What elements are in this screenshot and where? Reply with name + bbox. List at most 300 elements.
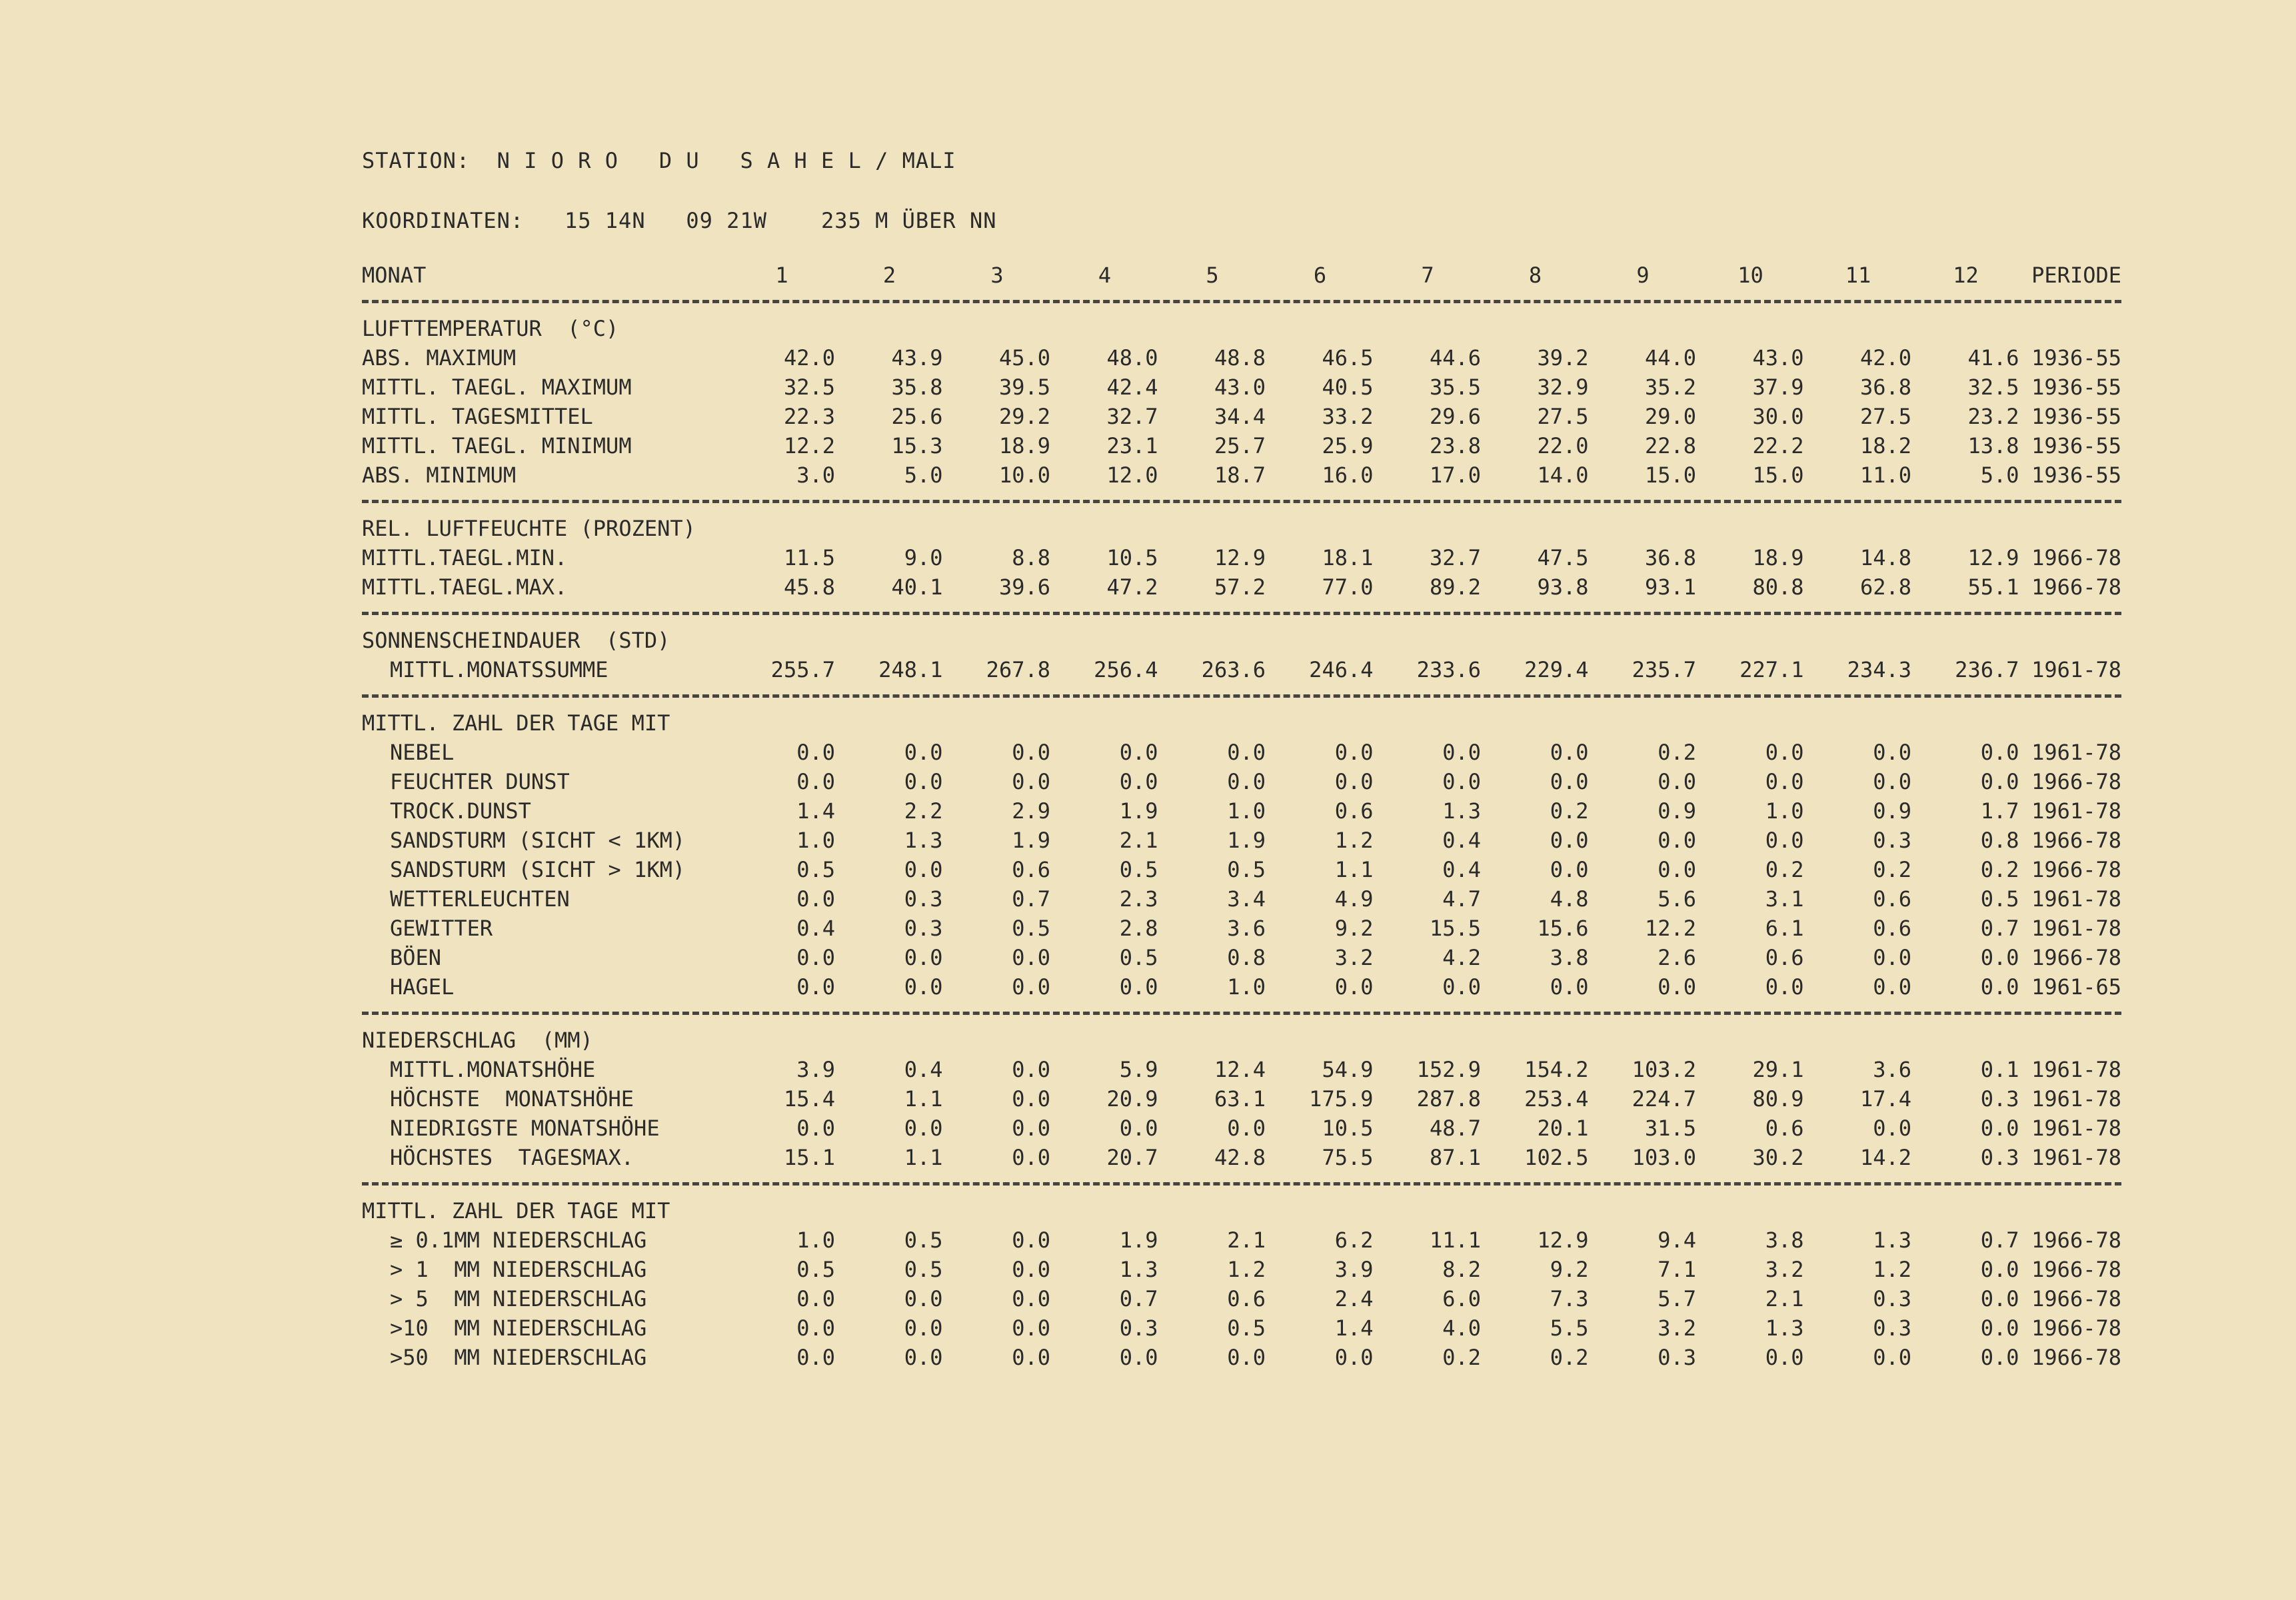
month-header: 7	[1421, 263, 1434, 288]
table-row	[362, 1142, 2121, 1172]
value-cell: 0.0	[1550, 740, 1589, 765]
header-label: MONAT	[362, 263, 427, 288]
value-cell: 1.3	[1873, 1227, 1911, 1253]
value-cell: 42.8	[1214, 1145, 1266, 1170]
value-cell: 22.0	[1537, 433, 1589, 458]
value-cell: 246.4	[1309, 657, 1374, 682]
row-label: FEUCHTER DUNST	[390, 769, 570, 794]
value-cell: 20.7	[1106, 1145, 1158, 1170]
value-cell: 15.0	[1644, 462, 1696, 488]
value-cell: 0.0	[1658, 828, 1696, 853]
period-cell: 1966-78	[2031, 1345, 2121, 1370]
value-cell: 40.5	[1322, 375, 1374, 400]
period-cell: 1966-78	[2031, 1315, 2121, 1341]
value-cell: 43.0	[1214, 375, 1266, 400]
value-cell: 0.5	[1012, 916, 1050, 941]
value-cell: 0.0	[1012, 769, 1050, 794]
value-cell: 32.7	[1429, 545, 1481, 570]
table-header-row	[362, 260, 2121, 289]
value-cell: 9.4	[1658, 1227, 1696, 1253]
value-cell: 12.2	[1644, 916, 1696, 941]
table-row	[362, 942, 2121, 972]
period-cell: 1961-78	[2031, 1145, 2121, 1170]
row-label: ≥ 0.1MM NIEDERSCHLAG	[390, 1227, 647, 1253]
value-cell: 89.2	[1429, 574, 1481, 600]
period-cell: 1936-55	[2031, 345, 2121, 371]
value-cell: 0.3	[1873, 828, 1911, 853]
row-label: MITTL.MONATSSUMME	[390, 657, 608, 682]
value-cell: 0.0	[904, 857, 943, 882]
value-cell: 22.8	[1644, 433, 1696, 458]
period-cell: 1961-78	[2031, 916, 2121, 941]
value-cell: 18.2	[1859, 433, 1911, 458]
value-cell: 0.0	[1980, 1116, 2019, 1141]
value-cell: 1.3	[904, 828, 943, 853]
value-cell: 0.6	[1873, 916, 1911, 941]
value-cell: 256.4	[1094, 657, 1158, 682]
value-cell: 1.9	[1119, 1227, 1158, 1253]
value-cell: 63.1	[1214, 1086, 1266, 1112]
month-header: 10	[1737, 263, 1763, 288]
value-cell: 154.2	[1524, 1057, 1589, 1082]
value-cell: 75.5	[1322, 1145, 1374, 1170]
value-cell: 15.0	[1752, 462, 1804, 488]
row-label: MITTL.TAEGL.MIN.	[362, 545, 568, 570]
value-cell: 11.5	[783, 545, 835, 570]
value-cell: 25.6	[891, 404, 943, 429]
value-cell: 2.1	[1119, 828, 1158, 853]
value-cell: 0.0	[904, 945, 943, 970]
value-cell: 1.9	[1012, 828, 1050, 853]
value-cell: 0.0	[1550, 828, 1589, 853]
value-cell: 0.3	[1873, 1286, 1911, 1311]
value-cell: 248.1	[878, 657, 943, 682]
value-cell: 3.4	[1227, 886, 1266, 912]
value-cell: 0.0	[1765, 740, 1804, 765]
value-cell: 0.0	[1012, 1057, 1050, 1082]
value-cell: 0.7	[1012, 886, 1050, 912]
row-label: MITTL. TAEGL. MINIMUM	[362, 433, 632, 458]
value-cell: 0.5	[796, 857, 835, 882]
value-cell: 35.2	[1644, 375, 1696, 400]
value-cell: 9.2	[1334, 916, 1374, 941]
value-cell: 15.4	[783, 1086, 835, 1112]
value-cell: 0.8	[1980, 828, 2019, 853]
value-cell: 3.9	[796, 1057, 835, 1082]
value-cell: 43.0	[1752, 345, 1804, 371]
value-cell: 39.5	[998, 375, 1050, 400]
value-cell: 0.0	[1658, 769, 1696, 794]
table-row	[362, 542, 2121, 572]
value-cell: 2.6	[1658, 945, 1696, 970]
value-cell: 0.0	[904, 1345, 943, 1370]
value-cell: 7.1	[1658, 1257, 1696, 1282]
value-cell: 2.3	[1119, 886, 1158, 912]
value-cell: 45.8	[783, 574, 835, 600]
value-cell: 0.2	[1442, 1345, 1481, 1370]
section-title	[362, 1196, 2121, 1225]
value-cell: 1.9	[1119, 798, 1158, 824]
value-cell: 0.5	[1227, 857, 1266, 882]
value-cell: 0.5	[904, 1227, 943, 1253]
row-label: BÖEN	[390, 945, 442, 970]
value-cell: 236.7	[1955, 657, 2019, 682]
value-cell: 152.9	[1416, 1057, 1481, 1082]
value-cell: 54.9	[1322, 1057, 1374, 1082]
value-cell: 20.9	[1106, 1086, 1158, 1112]
value-cell: 175.9	[1309, 1086, 1374, 1112]
row-label: >50 MM NIEDERSCHLAG	[390, 1345, 647, 1370]
value-cell: 0.3	[1980, 1145, 2019, 1170]
value-cell: 77.0	[1322, 574, 1374, 600]
row-label: MITTL.TAEGL.MAX.	[362, 574, 568, 600]
value-cell: 255.7	[770, 657, 835, 682]
value-cell: 0.0	[1980, 769, 2019, 794]
value-cell: 0.1	[1980, 1057, 2019, 1082]
value-cell: 93.8	[1537, 574, 1589, 600]
value-cell: 2.1	[1765, 1286, 1804, 1311]
value-cell: 1.3	[1765, 1315, 1804, 1341]
value-cell: 15.5	[1429, 916, 1481, 941]
value-cell: 3.9	[1334, 1257, 1374, 1282]
period-cell: 1936-55	[2031, 462, 2121, 488]
value-cell: 36.8	[1859, 375, 1911, 400]
value-cell: 1.4	[1334, 1315, 1374, 1341]
value-cell: 33.2	[1322, 404, 1374, 429]
value-cell: 11.0	[1859, 462, 1911, 488]
value-cell: 0.5	[1227, 1315, 1266, 1341]
value-cell: 4.2	[1442, 945, 1481, 970]
climate-table	[362, 260, 2121, 1371]
value-cell: 0.5	[1119, 857, 1158, 882]
value-cell: 40.1	[891, 574, 943, 600]
value-cell: 11.1	[1429, 1227, 1481, 1253]
value-cell: 23.2	[1967, 404, 2019, 429]
value-cell: 0.3	[1658, 1345, 1696, 1370]
dashed-divider	[362, 1172, 2121, 1196]
value-cell: 0.0	[796, 1315, 835, 1341]
value-cell: 0.0	[1012, 1345, 1050, 1370]
value-cell: 0.6	[1873, 886, 1911, 912]
row-label: NIEDRIGSTE MONATSHÖHE	[390, 1116, 660, 1141]
value-cell: 1.9	[1227, 828, 1266, 853]
value-cell: 0.6	[1227, 1286, 1266, 1311]
value-cell: 25.9	[1322, 433, 1374, 458]
value-cell: 93.1	[1644, 574, 1696, 600]
value-cell: 0.0	[1550, 857, 1589, 882]
table-row	[362, 1313, 2121, 1342]
value-cell: 6.2	[1334, 1227, 1374, 1253]
period-cell: 1966-78	[2031, 1227, 2121, 1253]
value-cell: 1.0	[796, 828, 835, 853]
period-cell: 1961-78	[2031, 740, 2121, 765]
month-header: 2	[882, 263, 896, 288]
value-cell: 13.8	[1967, 433, 2019, 458]
value-cell: 0.0	[904, 974, 943, 1000]
section-title	[362, 1025, 2121, 1054]
value-cell: 0.9	[1658, 798, 1696, 824]
period-cell: 1936-55	[2031, 404, 2121, 429]
value-cell: 32.5	[1967, 375, 2019, 400]
value-cell: 1.1	[904, 1145, 943, 1170]
value-cell: 0.2	[1765, 857, 1804, 882]
value-cell: 1.0	[1765, 798, 1804, 824]
row-label: >10 MM NIEDERSCHLAG	[390, 1315, 647, 1341]
value-cell: 5.7	[1658, 1286, 1696, 1311]
value-cell: 34.4	[1214, 404, 1266, 429]
value-cell: 0.0	[1550, 974, 1589, 1000]
value-cell: 0.0	[1334, 769, 1374, 794]
value-cell: 0.0	[1119, 769, 1158, 794]
value-cell: 16.0	[1322, 462, 1374, 488]
value-cell: 12.0	[1106, 462, 1158, 488]
value-cell: 0.0	[1012, 740, 1050, 765]
value-cell: 1.0	[796, 1227, 835, 1253]
period-cell: 1966-78	[2031, 545, 2121, 570]
row-label: MITTL. TAEGL. MAXIMUM	[362, 375, 632, 400]
row-label: NEBEL	[390, 740, 455, 765]
value-cell: 0.0	[1227, 1116, 1266, 1141]
row-label: GEWITTER	[390, 916, 493, 941]
value-cell: 23.8	[1429, 433, 1481, 458]
value-cell: 12.2	[783, 433, 835, 458]
value-cell: 234.3	[1847, 657, 1911, 682]
value-cell: 0.0	[1765, 1345, 1804, 1370]
value-cell: 8.8	[1012, 545, 1050, 570]
value-cell: 5.9	[1119, 1057, 1158, 1082]
section-title-text: LUFTTEMPERATUR (°C)	[362, 316, 619, 341]
value-cell: 1.1	[1334, 857, 1374, 882]
value-cell: 0.0	[1227, 740, 1266, 765]
value-cell: 0.9	[1873, 798, 1911, 824]
value-cell: 0.0	[904, 1116, 943, 1141]
value-cell: 0.0	[904, 1286, 943, 1311]
value-cell: 3.1	[1765, 886, 1804, 912]
value-cell: 14.2	[1859, 1145, 1911, 1170]
period-cell: 1961-78	[2031, 798, 2121, 824]
value-cell: 0.8	[1227, 945, 1266, 970]
value-cell: 10.0	[998, 462, 1050, 488]
value-cell: 3.0	[796, 462, 835, 488]
dashed-divider	[362, 1001, 2121, 1025]
value-cell: 17.0	[1429, 462, 1481, 488]
value-cell: 15.6	[1537, 916, 1589, 941]
period-cell: 1961-78	[2031, 1086, 2121, 1112]
period-cell: 1966-78	[2031, 1257, 2121, 1282]
value-cell: 30.0	[1752, 404, 1804, 429]
value-cell: 0.7	[1119, 1286, 1158, 1311]
value-cell: 29.6	[1429, 404, 1481, 429]
row-label: MITTL.MONATSHÖHE	[390, 1057, 596, 1082]
value-cell: 1.2	[1227, 1257, 1266, 1282]
value-cell: 102.5	[1524, 1145, 1589, 1170]
value-cell: 3.6	[1227, 916, 1266, 941]
value-cell: 0.0	[1980, 740, 2019, 765]
value-cell: 4.0	[1442, 1315, 1481, 1341]
value-cell: 0.3	[904, 916, 943, 941]
value-cell: 0.4	[904, 1057, 943, 1082]
table-row	[362, 913, 2121, 942]
value-cell: 3.6	[1873, 1057, 1911, 1082]
month-header: 11	[1845, 263, 1871, 288]
value-cell: 36.8	[1644, 545, 1696, 570]
month-header: 5	[1206, 263, 1219, 288]
table-row	[362, 825, 2121, 854]
value-cell: 12.9	[1214, 545, 1266, 570]
value-cell: 15.3	[891, 433, 943, 458]
value-cell: 0.0	[1012, 1116, 1050, 1141]
value-cell: 0.0	[1227, 769, 1266, 794]
value-cell: 2.1	[1227, 1227, 1266, 1253]
value-cell: 14.0	[1537, 462, 1589, 488]
period-cell: 1961-65	[2031, 974, 2121, 1000]
period-cell: 1961-78	[2031, 1116, 2121, 1141]
value-cell: 4.9	[1334, 886, 1374, 912]
value-cell: 27.5	[1859, 404, 1911, 429]
month-header: 9	[1636, 263, 1650, 288]
value-cell: 0.0	[1873, 740, 1911, 765]
table-row	[362, 884, 2121, 913]
value-cell: 2.4	[1334, 1286, 1374, 1311]
value-cell: 18.1	[1322, 545, 1374, 570]
value-cell: 0.0	[904, 769, 943, 794]
value-cell: 15.1	[783, 1145, 835, 1170]
value-cell: 5.5	[1550, 1315, 1589, 1341]
value-cell: 42.0	[1859, 345, 1911, 371]
value-cell: 0.0	[1980, 945, 2019, 970]
table-row	[362, 343, 2121, 372]
value-cell: 32.9	[1537, 375, 1589, 400]
value-cell: 0.0	[1980, 1257, 2019, 1282]
value-cell: 287.8	[1416, 1086, 1481, 1112]
month-header: 3	[990, 263, 1004, 288]
section-title-text: NIEDERSCHLAG (MM)	[362, 1028, 593, 1053]
value-cell: 0.0	[796, 1345, 835, 1370]
value-cell: 42.4	[1106, 375, 1158, 400]
value-cell: 0.0	[1334, 1345, 1374, 1370]
value-cell: 0.0	[1334, 740, 1374, 765]
value-cell: 5.0	[904, 462, 943, 488]
value-cell: 0.0	[1550, 769, 1589, 794]
value-cell: 12.4	[1214, 1057, 1266, 1082]
value-cell: 0.5	[904, 1257, 943, 1282]
value-cell: 0.2	[1658, 740, 1696, 765]
value-cell: 0.0	[1012, 974, 1050, 1000]
row-label: HAGEL	[390, 974, 455, 1000]
row-label: SANDSTURM (SICHT > 1KM)	[390, 857, 686, 882]
value-cell: 62.8	[1859, 574, 1911, 600]
value-cell: 0.7	[1980, 916, 2019, 941]
table-row	[362, 372, 2121, 401]
value-cell: 47.5	[1537, 545, 1589, 570]
value-cell: 1.2	[1334, 828, 1374, 853]
row-label: TROCK.DUNST	[390, 798, 531, 824]
period-cell: 1966-78	[2031, 574, 2121, 600]
dashed-divider	[362, 601, 2121, 625]
value-cell: 0.6	[1765, 1116, 1804, 1141]
value-cell: 0.2	[1873, 857, 1911, 882]
value-cell: 229.4	[1524, 657, 1589, 682]
value-cell: 1.1	[904, 1086, 943, 1112]
value-cell: 55.1	[1967, 574, 2019, 600]
table-row	[362, 1113, 2121, 1142]
value-cell: 45.0	[998, 345, 1050, 371]
value-cell: 1.3	[1119, 1257, 1158, 1282]
table-row	[362, 430, 2121, 460]
value-cell: 0.0	[1980, 1315, 2019, 1341]
section-title	[362, 708, 2121, 737]
table-row	[362, 654, 2121, 684]
value-cell: 4.7	[1442, 886, 1481, 912]
value-cell: 0.0	[796, 769, 835, 794]
table-row	[362, 766, 2121, 796]
value-cell: 0.3	[1873, 1315, 1911, 1341]
value-cell: 235.7	[1632, 657, 1696, 682]
value-cell: 29.2	[998, 404, 1050, 429]
value-cell: 0.0	[1658, 974, 1696, 1000]
value-cell: 1.0	[1227, 974, 1266, 1000]
value-cell: 0.0	[796, 740, 835, 765]
value-cell: 0.4	[1442, 828, 1481, 853]
section-title-text: SONNENSCHEINDAUER (STD)	[362, 628, 670, 653]
table-row	[362, 1254, 2121, 1283]
value-cell: 0.2	[1550, 798, 1589, 824]
value-cell: 22.3	[783, 404, 835, 429]
value-cell: 0.0	[1442, 974, 1481, 1000]
period-cell: 1966-78	[2031, 828, 2121, 853]
month-header: 1	[775, 263, 788, 288]
value-cell: 6.0	[1442, 1286, 1481, 1311]
section-title	[362, 513, 2121, 542]
row-label: HÖCHSTE MONATSHÖHE	[390, 1086, 634, 1112]
value-cell: 2.9	[1012, 798, 1050, 824]
value-cell: 3.2	[1334, 945, 1374, 970]
value-cell: 0.0	[1873, 1116, 1911, 1141]
period-cell: 1961-78	[2031, 657, 2121, 682]
table-row	[362, 572, 2121, 601]
station-title: STATION: N I O R O D U S A H E L / MALI	[362, 148, 956, 173]
value-cell: 2.2	[904, 798, 943, 824]
value-cell: 227.1	[1739, 657, 1804, 682]
value-cell: 0.0	[1873, 1345, 1911, 1370]
row-label: MITTL. TAGESMITTEL	[362, 404, 593, 429]
value-cell: 48.0	[1106, 345, 1158, 371]
value-cell: 10.5	[1322, 1116, 1374, 1141]
value-cell: 0.0	[904, 1315, 943, 1341]
value-cell: 3.2	[1765, 1257, 1804, 1282]
table-row	[362, 1225, 2121, 1254]
value-cell: 3.8	[1765, 1227, 1804, 1253]
value-cell: 20.1	[1537, 1116, 1589, 1141]
value-cell: 3.8	[1550, 945, 1589, 970]
value-cell: 0.0	[1119, 1116, 1158, 1141]
value-cell: 12.9	[1967, 545, 2019, 570]
value-cell: 0.2	[1550, 1345, 1589, 1370]
value-cell: 14.8	[1859, 545, 1911, 570]
row-label: HÖCHSTES TAGESMAX.	[390, 1145, 634, 1170]
value-cell: 29.0	[1644, 404, 1696, 429]
value-cell: 0.7	[1980, 1227, 2019, 1253]
value-cell: 0.0	[1980, 974, 2019, 1000]
value-cell: 25.7	[1214, 433, 1266, 458]
section-title-text: MITTL. ZAHL DER TAGE MIT	[362, 710, 670, 736]
value-cell: 0.0	[796, 974, 835, 1000]
value-cell: 0.4	[1442, 857, 1481, 882]
value-cell: 35.8	[891, 375, 943, 400]
value-cell: 0.3	[904, 886, 943, 912]
value-cell: 0.0	[1873, 769, 1911, 794]
value-cell: 0.5	[796, 1257, 835, 1282]
